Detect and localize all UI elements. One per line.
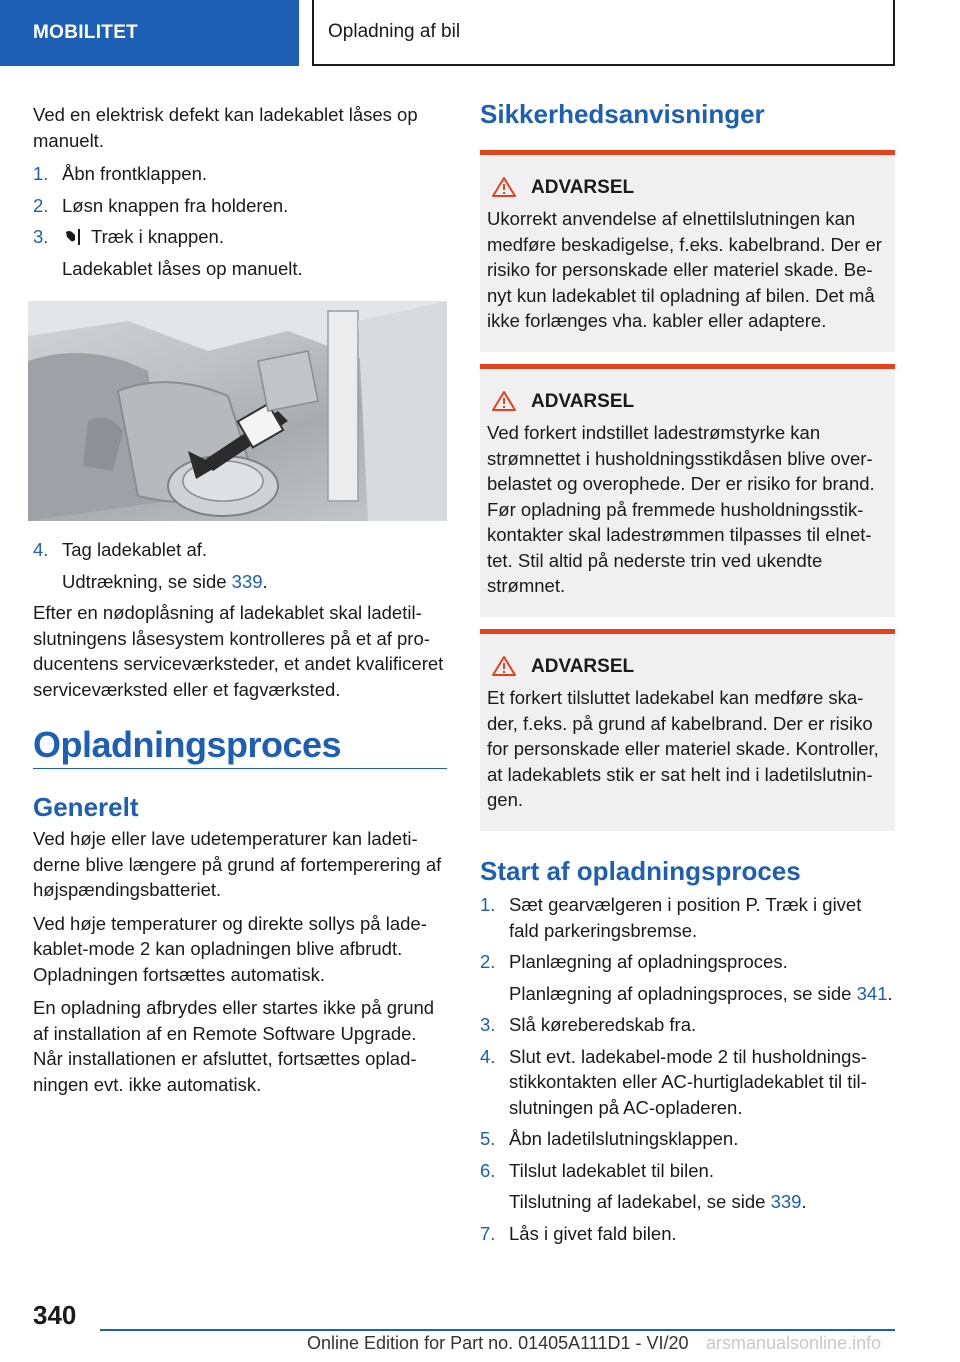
warning-box xyxy=(480,629,895,831)
step-text: Tag ladekablet af. xyxy=(62,539,208,560)
step-result xyxy=(509,981,895,1007)
step-result-suffix: . xyxy=(262,570,268,592)
list-item xyxy=(480,1126,895,1152)
list-item xyxy=(33,161,447,187)
step-number: 1. xyxy=(33,163,49,184)
warning-title: ADVARSEL xyxy=(531,655,635,677)
unlock-steps-continued xyxy=(33,537,447,594)
step-number: 4. xyxy=(480,1045,496,1067)
step-text: Lås i givet fald bilen. xyxy=(509,1222,677,1244)
page-number: 340 xyxy=(33,1300,77,1330)
warning-text: Ukorrekt anvendelse af elnettilslutningen kan medføre beskadigelse, f.eks. kabelbrand. Der er risiko for personskade eller materiel skade. Benyt kun ladekablet til opladning af bilen. Det må ikke forlænges vha. kabler eller adaptere. xyxy=(487,208,882,331)
step-text: Planlægning af opladningsproces. xyxy=(509,951,788,972)
warning-title: ADVARSEL xyxy=(531,176,635,198)
list-item xyxy=(480,1221,895,1247)
step-text: Tilslut ladekablet til bilen. xyxy=(509,1159,714,1181)
step-number: 6. xyxy=(480,1159,496,1181)
warning-triangle-icon xyxy=(491,390,517,412)
page-link-341[interactable]: 341 xyxy=(856,982,888,1004)
engine-bay-photo xyxy=(28,301,447,521)
footer-watermark: arsmanualsonline.info xyxy=(706,1333,882,1353)
list-item xyxy=(480,892,895,943)
list-item xyxy=(480,1012,895,1038)
step-result-text: Planlægning af opladningsproces, se side xyxy=(509,982,857,1004)
step-result xyxy=(62,569,447,595)
step-text: Træk i knappen. xyxy=(91,226,224,247)
footer-edition: Online Edition for Part no. 01405A111D1 - VI/20 xyxy=(307,1333,689,1353)
list-item xyxy=(33,193,447,219)
list-item xyxy=(480,949,895,1006)
header-section-tab xyxy=(0,0,299,66)
pull-hand-icon xyxy=(64,227,81,245)
after-unlock-paragraph: Efter en nødoplåsning af ladekablet skal ladetilslutningens låsesystem kontrolleres på et af producentens serviceværksteder, et andet kvalificeret serviceværksted eller et fagværksted. xyxy=(33,602,444,700)
step-result-suffix: . xyxy=(801,1191,807,1212)
section-title-opladningsproces: Opladningsproces xyxy=(33,732,447,769)
warning-box xyxy=(480,150,895,352)
step-text: Åbn frontklappen. xyxy=(62,163,208,184)
header-section-label: MOBILITET xyxy=(33,22,139,43)
general-paragraph: En opladning afbrydes eller startes ikke på grund af installation af en Remote Software Upgrade. Når installationen er afsluttet, fortsættes opladningen evt. ikke automatisk. xyxy=(33,997,435,1095)
list-item xyxy=(33,224,447,281)
warning-triangle-icon xyxy=(491,176,517,198)
step-number: 2. xyxy=(480,951,496,972)
list-item xyxy=(480,1044,895,1121)
step-text: Sæt gearvælgeren i position P. Træk i givet fald parkeringsbremse. xyxy=(509,894,862,941)
warning-title: ADVARSEL xyxy=(531,390,635,412)
step-text: Slut evt. ladekabel-mode 2 til husholdningsstikkontakten eller AC-hurtigladekablet til tilslutningen på AC-opladeren. xyxy=(509,1045,867,1118)
page-link-339[interactable]: 339 xyxy=(231,570,263,592)
footer-divider xyxy=(100,1329,895,1331)
left-column xyxy=(33,102,447,1105)
list-item xyxy=(33,537,447,594)
right-column xyxy=(480,99,895,1252)
step-number: 4. xyxy=(33,539,49,560)
warning-text: Ved forkert indstillet ladestrømstyrke kan strømnettet i husholdningsstikdåsen blive overbelastet og overophede. Der er risiko for brand. Før opladning på fremmede husholdningsstikkontakter skal ladestrømmen tilpasses til elnettet. Stil altid på nederste trin ved ukendte strømnet. xyxy=(487,422,875,596)
step-number: 5. xyxy=(480,1128,496,1149)
step-number: 3. xyxy=(33,226,49,247)
step-result-text: Udtrækning, se side xyxy=(62,570,232,592)
step-number: 3. xyxy=(480,1014,496,1035)
step-result-text: Tilslutning af ladekabel, se side xyxy=(509,1191,771,1212)
warning-triangle-icon xyxy=(491,655,517,677)
step-number: 7. xyxy=(480,1222,496,1244)
intro-paragraph: Ved en elektrisk defekt kan ladekablet låses op manuelt. xyxy=(33,104,418,151)
subsection-title-start-charging: Start af opladningsproces xyxy=(480,855,801,886)
header-chapter-tab xyxy=(312,0,895,66)
step-text: Løsn knappen fra holderen. xyxy=(62,194,289,216)
general-paragraph: Ved høje temperaturer og direkte sollys på ladekablet-mode 2 kan opladningen blive afbrudt. Opladningen fortsættes automatisk. xyxy=(33,912,427,985)
step-number: 2. xyxy=(33,194,49,216)
warning-text: Et forkert tilsluttet ladekabel kan medføre skader, f.eks. på grund af kabelbrand. Der er risiko for personskade eller materiel skade. Kontroller, at ladekablets stik er sat helt ind i ladetilslutningen. xyxy=(487,687,879,810)
start-charging-steps xyxy=(480,892,895,1246)
step-result xyxy=(509,1189,895,1215)
step-text: Åbn ladetilslutningsklappen. xyxy=(509,1128,739,1149)
subsection-title-safety: Sikkerhedsanvisninger xyxy=(480,99,765,129)
general-paragraph: Ved høje eller lave udetemperaturer kan ladetiderne blive længere på grund af fortemperering af højspændingsbatteriet. xyxy=(33,828,442,900)
step-number: 1. xyxy=(480,894,496,915)
warning-box xyxy=(480,364,895,617)
step-result-suffix: . xyxy=(887,982,893,1004)
unlock-steps-list xyxy=(33,161,447,281)
page-link-339[interactable]: 339 xyxy=(770,1191,802,1212)
step-result: Ladekablet låses op manuelt. xyxy=(62,257,303,279)
list-item xyxy=(480,1158,895,1215)
subsection-title-generelt: Generelt xyxy=(33,791,139,822)
header-chapter-label: Opladning af bil xyxy=(328,21,461,42)
step-text: Slå køreberedskab fra. xyxy=(509,1014,697,1035)
